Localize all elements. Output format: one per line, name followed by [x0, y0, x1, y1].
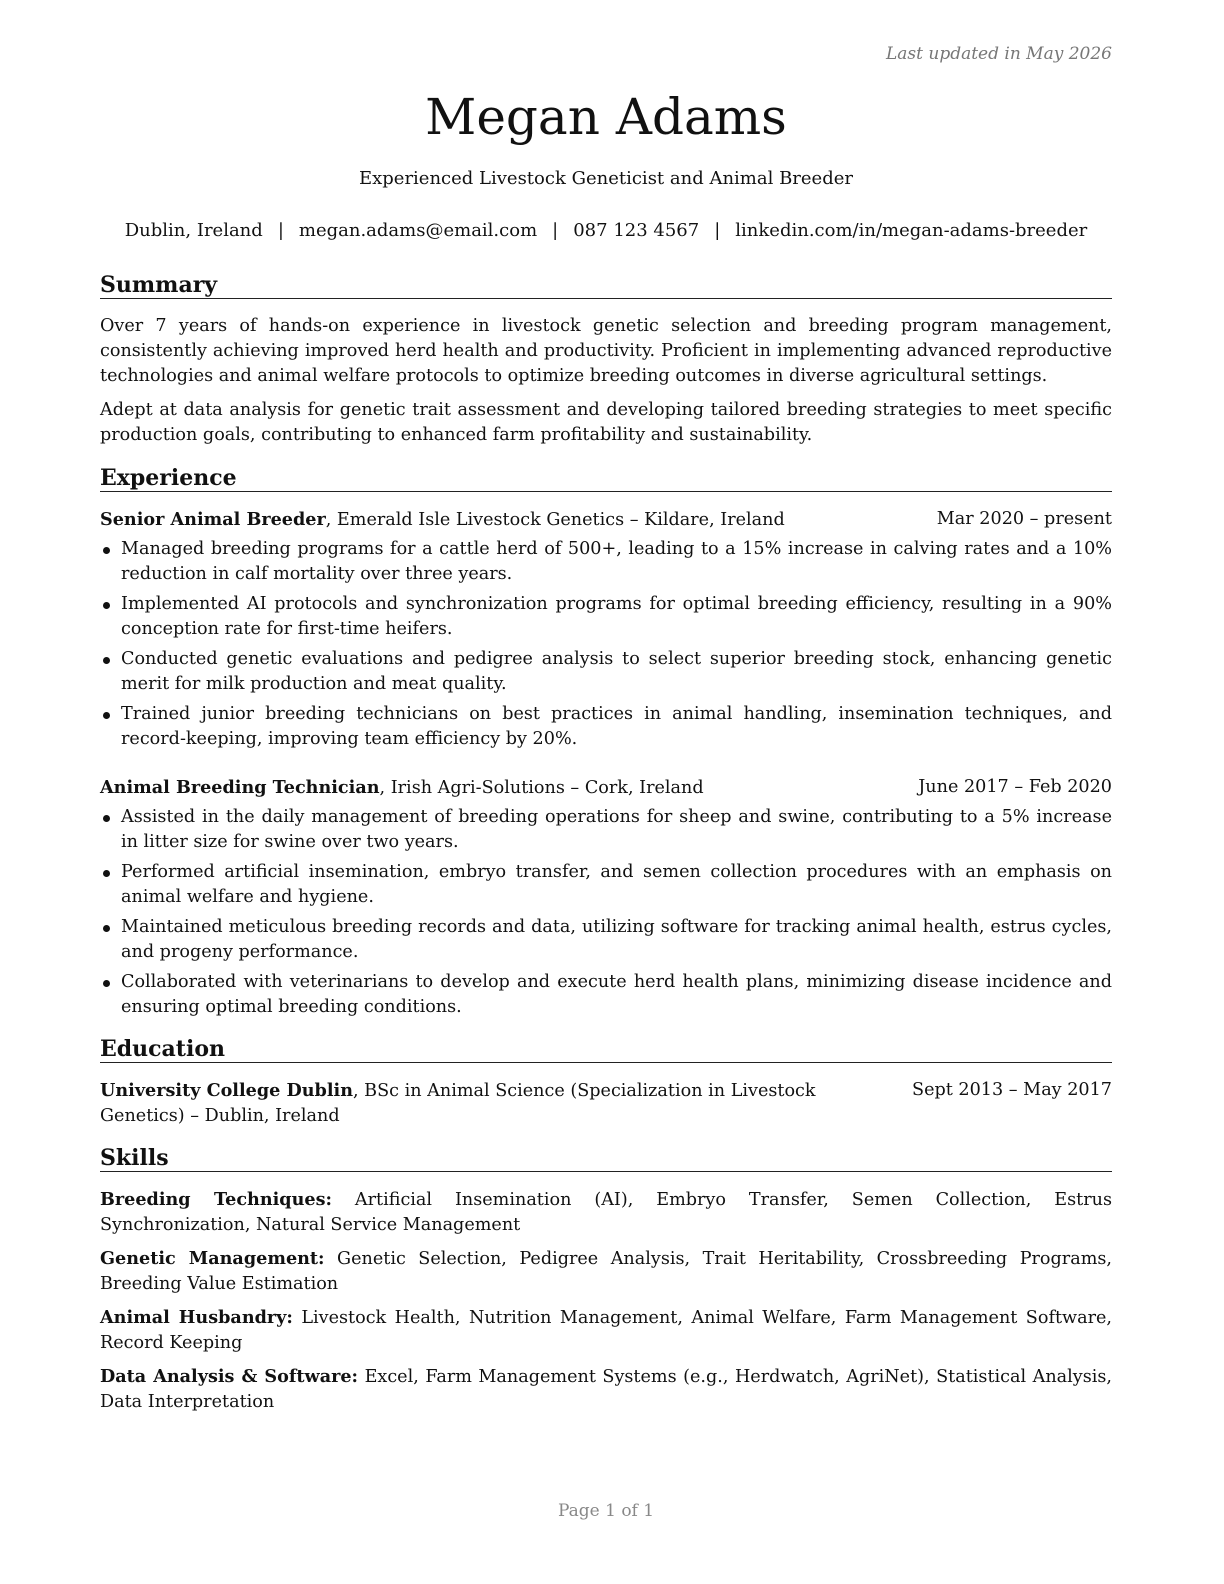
job-dates: June 2017 – Feb 2020 [918, 777, 1112, 797]
contact-separator: | [277, 220, 284, 241]
job-heading [100, 507, 1112, 533]
skill-text: Genetic Selection, Pedigree Analysis, Trait Heritability, Crossbreeding Programs, Breeding Value Estimation [100, 1249, 1112, 1294]
contact-line [100, 219, 1112, 243]
last-updated-note: Last updated in May 2026 [885, 44, 1112, 64]
section-title-summary: Summary [100, 271, 1112, 299]
section-title-skills: Skills [100, 1144, 1112, 1172]
candidate-name: Megan Adams [425, 88, 787, 146]
bullet-text: Managed breeding programs for a cattle herd of 500+, leading to a 15% increase in calving rates and a 10% reduction in calf mortality over three years. [121, 539, 1112, 584]
job-bullet [100, 647, 1112, 697]
education-school: University College Dublin [100, 1080, 353, 1101]
education-dates: Sept 2013 – May 2017 [912, 1080, 1112, 1100]
section-title-education: Education [100, 1035, 1112, 1063]
bullet-icon [103, 602, 110, 609]
skill-row [100, 1364, 1112, 1415]
bullet-icon [103, 980, 110, 987]
job-bullet [100, 702, 1112, 752]
bullet-icon [103, 547, 110, 554]
skill-label: Animal Husbandry: [100, 1307, 293, 1328]
summary-paragraph: Over 7 years of hands-on experience in livestock genetic selection and breeding program management, consistently achieving improved herd health and productivity. Proficient in implementing advanced reproductive technologies and animal welfare protocols to optimize breeding outcomes in diverse agricultural settings. [100, 316, 1112, 386]
job-role: Animal Breeding Technician [100, 777, 380, 798]
job-bullet [100, 537, 1112, 587]
job-dates: Mar 2020 – present [936, 509, 1112, 529]
skill-text: Excel, Farm Management Systems (e.g., Herdwatch, AgriNet), Statistical Analysis, Data Interpretation [100, 1367, 1112, 1412]
contact-location: Dublin, Ireland [124, 220, 263, 241]
bullet-text: Conducted genetic evaluations and pedigree analysis to select superior breeding stock, enhancing genetic merit for milk production and meat quality. [121, 649, 1112, 694]
job-bullet [100, 915, 1112, 965]
bullet-icon [103, 925, 110, 932]
skill-text: Artificial Insemination (AI), Embryo Transfer, Semen Collection, Estrus Synchronization, Natural Service Management [100, 1190, 1112, 1235]
bullet-icon [103, 870, 110, 877]
bullet-icon [103, 657, 110, 664]
job-bullet-list [100, 805, 1112, 1025]
job-role: Senior Animal Breeder [100, 509, 326, 530]
contact-separator: | [552, 220, 559, 241]
job-organization: , Irish Agri-Solutions – Cork, Ireland [379, 778, 704, 798]
skill-row [100, 1187, 1112, 1238]
bullet-text: Maintained meticulous breeding records and data, utilizing software for tracking animal health, estrus cycles, and progeny performance. [121, 917, 1112, 962]
bullet-text: Performed artificial insemination, embryo transfer, and semen collection procedures with an emphasis on animal welfare and hygiene. [121, 862, 1112, 907]
bullet-icon [103, 815, 110, 822]
contact-linkedin[interactable]: linkedin.com/in/megan-adams-breeder [735, 220, 1088, 241]
contact-phone: 087 123 4567 [573, 220, 700, 241]
contact-separator: | [714, 220, 721, 241]
job-bullet [100, 860, 1112, 910]
candidate-tagline: Experienced Livestock Geneticist and Animal Breeder [358, 168, 853, 189]
bullet-text: Implemented AI protocols and synchronization programs for optimal breeding efficiency, resulting in a 90% conception rate for first-time heifers. [121, 594, 1112, 639]
skill-label: Breeding Techniques: [100, 1189, 332, 1210]
bullet-text: Collaborated with veterinarians to develop and execute herd health plans, minimizing disease incidence and ensuring optimal breeding conditions. [121, 972, 1112, 1017]
bullet-text: Trained junior breeding technicians on best practices in animal handling, insemination techniques, and record-keeping, improving team efficiency by 20%. [121, 704, 1112, 749]
education-dates-row [100, 1078, 1112, 1103]
skill-row [100, 1305, 1112, 1356]
skill-label: Data Analysis & Software: [100, 1366, 359, 1387]
skill-row [100, 1246, 1112, 1297]
bullet-icon [103, 712, 110, 719]
job-bullet [100, 970, 1112, 1020]
job-organization: , Emerald Isle Livestock Genetics – Kildare, Ireland [325, 510, 785, 530]
job-bullet [100, 592, 1112, 642]
job-heading [100, 775, 1112, 801]
skill-text: Livestock Health, Nutrition Management, Animal Welfare, Farm Management Software, Record Keeping [100, 1308, 1112, 1353]
bullet-text: Assisted in the daily management of breeding operations for sheep and swine, contributing to a 5% increase in litter size for swine over two years. [121, 807, 1112, 852]
page-number: Page 1 of 1 [557, 1501, 655, 1521]
skill-label: Genetic Management: [100, 1248, 325, 1269]
job-bullet [100, 805, 1112, 855]
resume-page [100, 0, 1112, 1584]
section-title-experience: Experience [100, 464, 1112, 492]
job-bullet-list [100, 537, 1112, 757]
contact-email[interactable]: megan.adams@email.com [298, 220, 538, 241]
education-degree: , BSc in Animal Science (Specialization in Livestock Genetics) – Dublin, Ireland [100, 1081, 816, 1126]
summary-paragraph: Adept at data analysis for genetic trait assessment and developing tailored breeding strategies to meet specific production goals, contributing to enhanced farm profitability and sustainability. [100, 400, 1112, 445]
